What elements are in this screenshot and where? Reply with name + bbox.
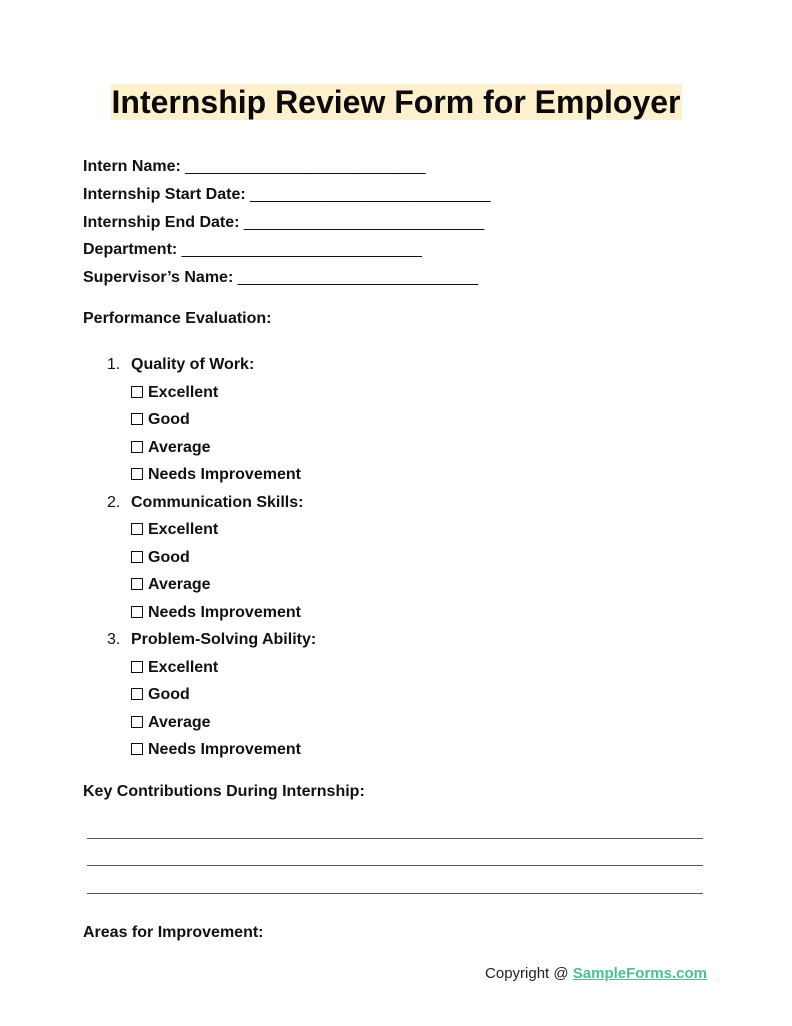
sampleforms-link[interactable]: SampleForms.com (572, 965, 707, 982)
field-supervisor-name[interactable] (83, 264, 490, 292)
answer-line[interactable] (87, 838, 703, 839)
checkbox-icon[interactable] (131, 661, 143, 673)
option-average[interactable]: Average (107, 434, 316, 462)
question-number: 1. (107, 356, 121, 373)
option-good[interactable]: Good (107, 681, 316, 709)
intern-details (83, 153, 490, 292)
checkbox-icon[interactable] (131, 413, 143, 425)
question-number: 2. (107, 493, 121, 511)
question-problem-solving (107, 626, 316, 654)
performance-heading: Performance Evaluation: (83, 310, 272, 327)
checkbox-icon[interactable] (131, 606, 143, 618)
option-average[interactable]: Average (107, 571, 316, 599)
field-start-date[interactable] (83, 181, 490, 209)
contributions-heading: Key Contributions During Internship: (83, 783, 365, 800)
checkbox-icon[interactable] (131, 468, 143, 480)
option-needs-improvement[interactable]: Needs Improvement (107, 599, 316, 627)
performance-evaluation (107, 351, 316, 764)
option-good[interactable]: Good (107, 406, 316, 434)
option-average[interactable]: Average (107, 709, 316, 737)
checkbox-icon[interactable] (131, 551, 143, 563)
page-title: Internship Review Form for Employer (111, 84, 681, 120)
question-communication-skills (107, 489, 316, 517)
checkbox-icon[interactable] (131, 743, 143, 755)
option-needs-improvement[interactable]: Needs Improvement (107, 461, 316, 489)
field-blank[interactable]: ___________________________ (185, 158, 426, 175)
copyright-footer (485, 965, 707, 982)
option-good[interactable]: Good (107, 544, 316, 572)
checkbox-icon[interactable] (131, 688, 143, 700)
option-excellent[interactable]: Excellent (107, 654, 316, 682)
option-needs-improvement[interactable]: Needs Improvement (107, 736, 316, 764)
field-blank[interactable]: ___________________________ (181, 241, 422, 259)
field-blank[interactable]: ___________________________ (243, 213, 485, 231)
field-label: Supervisor’s Name: (83, 269, 234, 286)
checkbox-icon[interactable] (131, 716, 143, 728)
field-label: Department: (83, 241, 178, 259)
field-department[interactable] (83, 236, 490, 264)
question-quality-of-work (107, 351, 316, 379)
answer-line[interactable] (87, 893, 703, 894)
field-intern-name[interactable] (83, 153, 490, 181)
checkbox-icon[interactable] (131, 386, 143, 398)
improvement-heading: Areas for Improvement: (83, 924, 264, 941)
option-excellent[interactable]: Excellent (107, 379, 316, 407)
checkbox-icon[interactable] (131, 441, 143, 453)
field-label: Intern Name: (83, 158, 181, 175)
option-excellent[interactable]: Excellent (107, 516, 316, 544)
checkbox-icon[interactable] (131, 578, 143, 590)
question-label: Communication Skills: (131, 493, 304, 511)
field-blank[interactable]: ___________________________ (250, 185, 491, 203)
field-end-date[interactable] (83, 209, 490, 237)
question-number: 3. (107, 631, 121, 648)
field-label: Internship Start Date: (83, 185, 246, 203)
field-blank[interactable]: ___________________________ (237, 269, 478, 286)
question-label: Quality of Work: (131, 356, 255, 373)
field-label: Internship End Date: (83, 213, 240, 231)
answer-line[interactable] (87, 865, 703, 866)
question-label: Problem-Solving Ability: (131, 631, 317, 648)
checkbox-icon[interactable] (131, 523, 143, 535)
copyright-text: Copyright @ (485, 965, 573, 982)
